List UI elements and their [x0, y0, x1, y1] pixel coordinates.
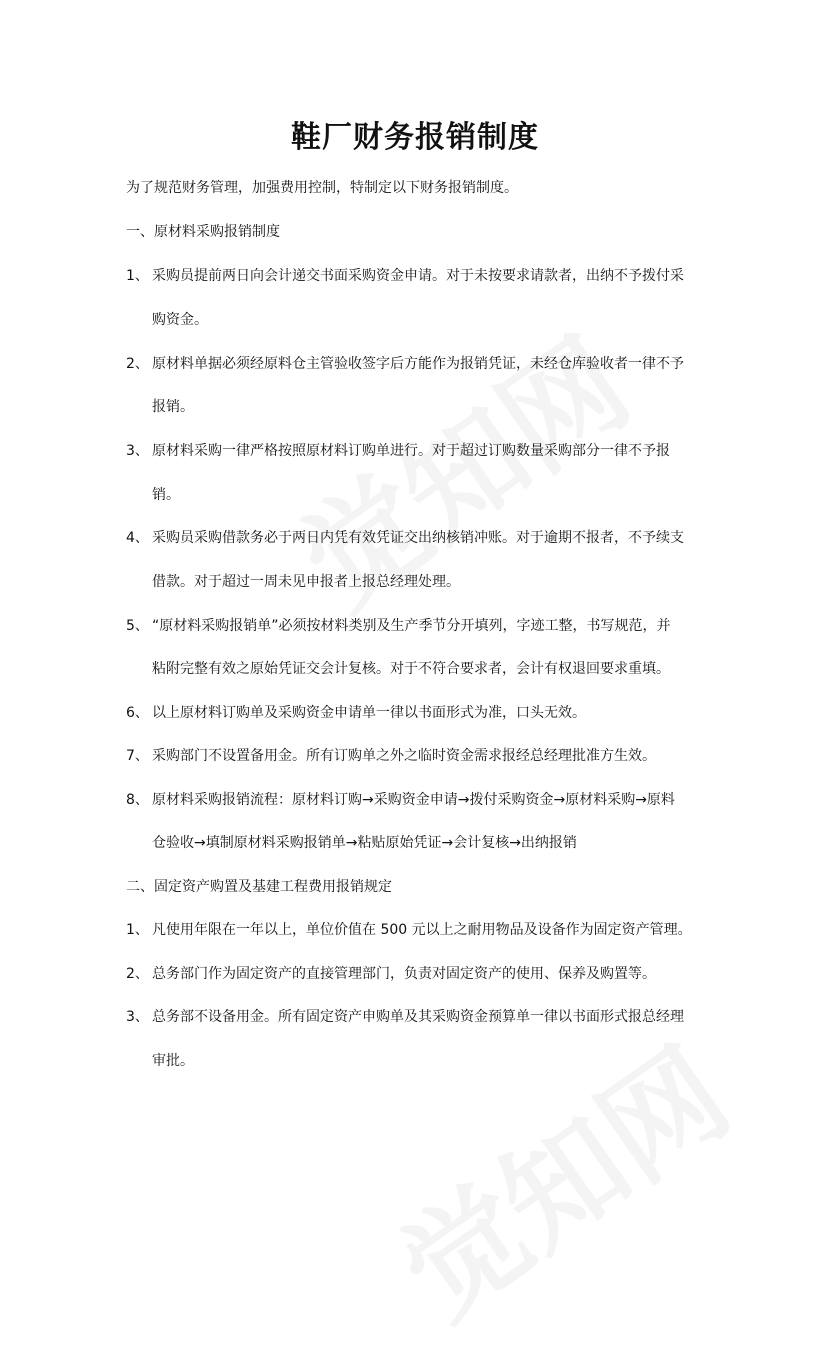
list-item-1-3-continuation: 销。: [152, 487, 180, 503]
item-number: 8、: [126, 792, 149, 808]
item-text: 凡使用年限在一年以上，单位价值在 500 元以上之耐用物品及设备作为固定资产管理。: [152, 922, 692, 938]
item-text: 总务部门作为固定资产的直接管理部门，负责对固定资产的使用、保养及购置等。: [152, 966, 656, 982]
document-title: 鞋厂财务报销制度: [291, 120, 539, 155]
list-item-1-4: [126, 528, 684, 548]
item-number: 2、: [126, 966, 149, 982]
list-item-2-1: [126, 920, 692, 940]
list-item-1-7: [126, 746, 656, 766]
item-text: 原材料采购报销流程：原材料订购→采购资金申请→拨付采购资金→原材料采购→原料: [152, 792, 675, 808]
list-item-1-5: [126, 616, 671, 636]
list-item-1-6: [126, 703, 586, 723]
item-text: 采购员采购借款务必于两日内凭有效凭证交出纳核销冲账。对于逾期不报者，不予续支: [152, 530, 684, 546]
list-item-1-3: [126, 441, 670, 461]
item-number: 3、: [126, 1009, 149, 1025]
list-item-1-1-continuation: 购资金。: [152, 312, 208, 328]
list-item-2-2: [126, 964, 656, 984]
list-item-2-3: [126, 1007, 684, 1027]
item-text: “原材料采购报销单”必须按材料类别及生产季节分开填列，字迹工整，书写规范，并: [152, 618, 671, 634]
item-number: 3、: [126, 443, 149, 459]
list-item-1-8: [126, 790, 675, 810]
item-number: 1、: [126, 268, 149, 284]
item-number: 7、: [126, 748, 149, 764]
item-number: 1、: [126, 922, 149, 938]
item-text: 采购员提前两日向会计递交书面采购资金申请。对于未按要求请款者，出纳不予拨付采: [152, 268, 684, 284]
item-number: 5、: [126, 618, 149, 634]
section-heading-2: 二、固定资产购置及基建工程费用报销规定: [126, 879, 392, 895]
list-item-1-4-continuation: 借款。对于超过一周未见申报者上报总经理处理。: [152, 574, 460, 590]
intro-paragraph: 为了规范财务管理，加强费用控制，特制定以下财务报销制度。: [126, 180, 518, 196]
item-text: 采购部门不设置备用金。所有订购单之外之临时资金需求报经总经理批准方生效。: [152, 748, 656, 764]
item-text: 原材料采购一律严格按照原材料订购单进行。对于超过订购数量采购部分一律不予报: [152, 443, 670, 459]
list-item-1-5-continuation: 粘附完整有效之原始凭证交会计复核。对于不符合要求者，会计有权退回要求重填。: [152, 661, 670, 677]
list-item-1-2: [126, 354, 684, 374]
item-text: 总务部不设备用金。所有固定资产申购单及其采购资金预算单一律以书面形式报总经理: [152, 1009, 684, 1025]
list-item-1-1: [126, 266, 684, 286]
section-heading-1: 一、原材料采购报销制度: [126, 224, 280, 240]
item-number: 2、: [126, 356, 149, 372]
list-item-1-2-continuation: 报销。: [152, 399, 194, 415]
list-item-1-8-continuation: 仓验收→填制原材料采购报销单→粘贴原始凭证→会计复核→出纳报销: [152, 835, 577, 851]
item-number: 6、: [126, 705, 149, 721]
item-text: 原材料单据必须经原料仓主管验收签字后方能作为报销凭证，未经仓库验收者一律不予: [152, 356, 684, 372]
watermark: [363, 1002, 757, 1349]
item-number: 4、: [126, 530, 149, 546]
list-item-2-3-continuation: 审批。: [152, 1053, 194, 1069]
item-text: 以上原材料订购单及采购资金申请单一律以书面形式为准，口头无效。: [152, 705, 586, 721]
